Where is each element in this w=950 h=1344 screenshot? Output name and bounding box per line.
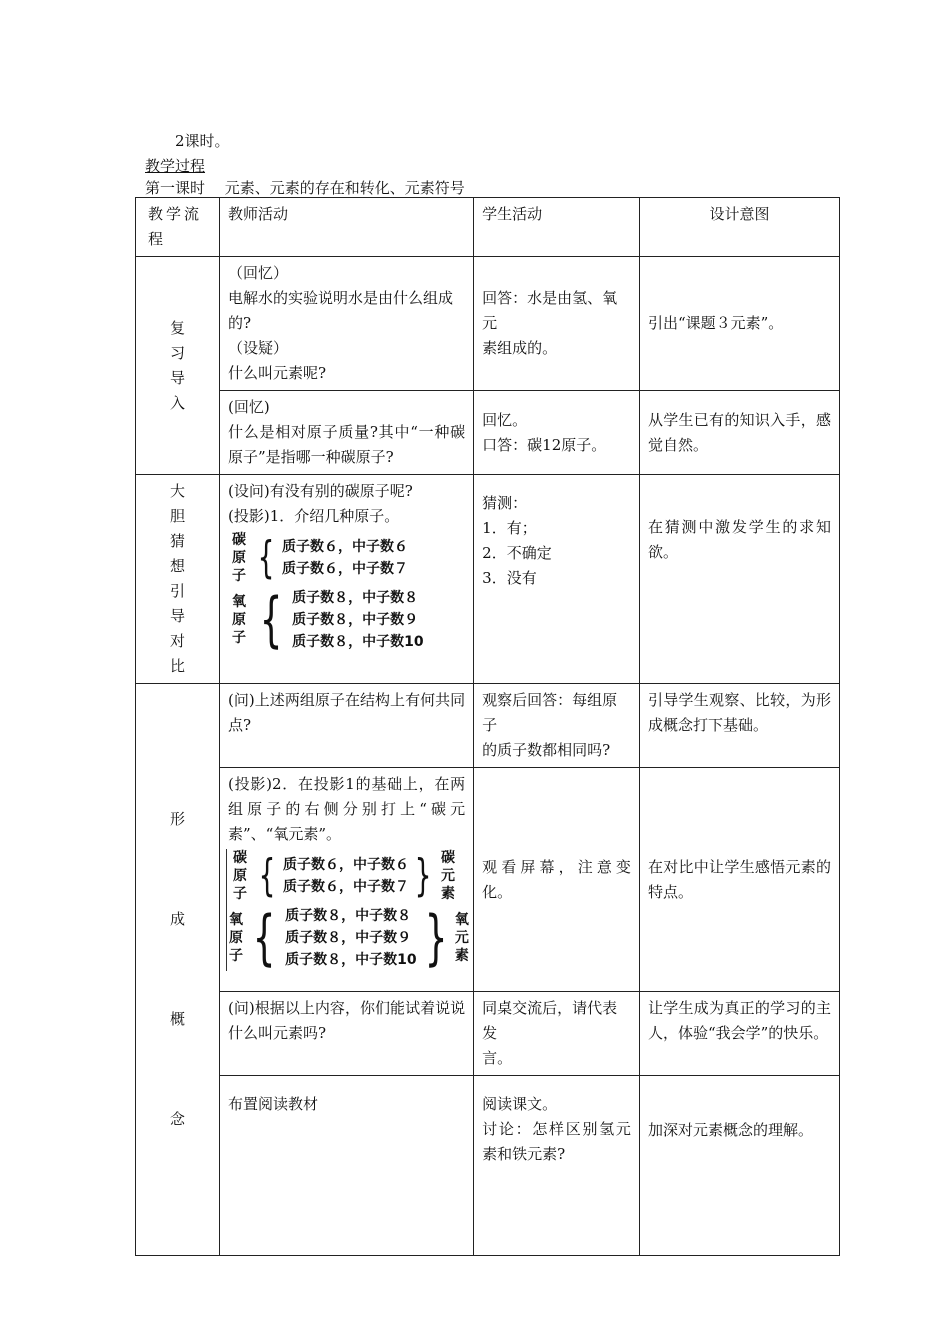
text-line: 让学生成为真正的学习的主人，体验“我会学”的快乐。 [647, 999, 831, 1042]
label-char: 元 [454, 930, 469, 946]
text-line: 观察后回答：每组原子 [482, 691, 618, 734]
stage-char: 形 [169, 810, 185, 828]
student-cell [474, 684, 640, 768]
text-line: (回忆) [227, 398, 270, 416]
stage-char: 导 [169, 607, 185, 625]
label-char: 氧 [454, 912, 469, 928]
design-cell [639, 257, 839, 391]
text-line: 的质子数都相同吗? [482, 741, 611, 759]
lesson-hours: 2课时。 [175, 132, 230, 150]
table-row [136, 684, 840, 768]
text-line: 言。 [482, 1049, 513, 1067]
design-cell [639, 1076, 839, 1256]
stage-char: 比 [169, 657, 185, 675]
carbon-group [229, 849, 465, 903]
atom-row: 质子数８，中子数９ [285, 930, 412, 946]
teacher-cell [219, 992, 473, 1076]
label-char: 原 [231, 550, 246, 566]
table-row [136, 475, 840, 684]
student-cell [474, 1076, 640, 1256]
first-lesson-title: 第一课时 元素、元素的存在和转化、元素符号 [145, 179, 465, 197]
atom-row: 质子数６，中子数７ [281, 561, 408, 577]
atom-row: 质子数８，中子数８ [292, 590, 419, 606]
text-line: 观看屏幕，注意变化。 [482, 857, 631, 901]
text-line: 电解水的实验说明水是由什么组成的? [227, 289, 453, 332]
atom-row: 质子数６，中子数６ [281, 539, 408, 555]
label-char: 子 [232, 886, 247, 902]
student-cell [474, 391, 640, 475]
label-char: 原 [231, 612, 246, 628]
oxygen-group [228, 587, 465, 653]
brace: { [252, 903, 276, 973]
text-line: 同桌交流后，请代表发 [482, 999, 618, 1042]
stage-guess [136, 475, 220, 684]
table-row [136, 391, 840, 475]
atom-row: 质子数６，中子数６ [282, 857, 409, 873]
text-line: (投影)2．在投影1的基础上，在两组原子的右侧分别打上“碳元素”、“氧元素”。 [227, 775, 466, 843]
teacher-cell [219, 1076, 473, 1256]
stage-char: 胆 [169, 507, 185, 525]
text-line: 猜测： [482, 494, 528, 512]
lesson-table [135, 197, 840, 1256]
table-row [136, 768, 840, 992]
stage-char: 成 [169, 910, 185, 928]
text-line: 在对比中让学生感悟元素的特点。 [647, 857, 831, 901]
brace: { [257, 532, 275, 583]
label-char: 原 [232, 868, 247, 884]
stage-char: 引 [169, 582, 185, 600]
atom-row: 质子数８，中子数８ [285, 908, 412, 924]
stage-char: 想 [169, 557, 185, 575]
brace: } [424, 903, 448, 973]
carbon-group [228, 531, 465, 585]
header-teacher: 教师活动 [219, 198, 473, 257]
label-char: 碳 [232, 850, 247, 866]
teacher-cell [219, 257, 473, 391]
text-line: 布置阅读教材 [227, 1095, 318, 1113]
brace: { [259, 585, 283, 655]
design-cell [639, 684, 839, 768]
text-line: （设疑） [227, 339, 288, 357]
label-char: 碳 [440, 850, 455, 866]
header-design: 设计意图 [639, 198, 839, 257]
teacher-cell [219, 391, 473, 475]
label-char: 碳 [231, 532, 246, 548]
text-line: （回忆） [227, 264, 288, 282]
text-line: (设问)有没有别的碳原子呢? [227, 482, 413, 500]
stage-char: 概 [169, 1010, 185, 1028]
text-line: 什么是相对原子质量?其中“一种碳原子”是指哪一种碳原子? [227, 423, 466, 466]
text-line: 阅读课文。 [482, 1095, 558, 1113]
design-cell [639, 391, 839, 475]
label-char: 氧 [228, 912, 243, 928]
label-char: 素 [440, 886, 455, 902]
text-line: 2．不确定 [482, 544, 552, 562]
student-cell [474, 475, 640, 684]
stage-review [136, 257, 220, 475]
table-row [136, 992, 840, 1076]
label-char: 元 [440, 868, 455, 884]
stage-char: 念 [169, 1110, 185, 1128]
text-line: 加深对元素概念的理解。 [647, 1121, 813, 1139]
table-row [136, 257, 840, 391]
student-cell [474, 992, 640, 1076]
table-row [136, 1076, 840, 1256]
stage-char: 对 [169, 632, 185, 650]
atom-row: 质子数８，中子数10 [285, 952, 417, 968]
section-title: 教学过程 [145, 157, 206, 175]
text-line: 什么叫元素呢? [227, 364, 327, 382]
atom-row: 质子数８，中子数10 [292, 634, 424, 650]
text-line: 3．没有 [482, 569, 537, 587]
text-line: 从学生已有的知识入手，感觉自然。 [647, 410, 831, 454]
text-line: 引出“课题３元素”。 [647, 314, 784, 332]
label-char: 子 [231, 630, 246, 646]
text-line: 在猜测中激发学生的求知欲。 [647, 518, 831, 561]
text-line: (问)上述两组原子在结构上有何共同点? [227, 691, 466, 734]
text-line: 素组成的。 [482, 339, 558, 357]
text-line: 回忆。 [482, 410, 528, 429]
label-char: 子 [231, 568, 246, 584]
label-char: 原 [228, 930, 243, 946]
header-flow: 教学流程 [136, 198, 220, 257]
stage-char: 大 [169, 482, 185, 500]
label-char: 子 [228, 948, 243, 964]
atom-diagram-1 [228, 531, 465, 653]
text-line: (投影)1．介绍几种原子。 [227, 507, 400, 525]
text-line: 1．有； [482, 519, 537, 537]
design-cell [639, 475, 839, 684]
stage-char: 入 [169, 393, 185, 412]
table-header-row [136, 198, 840, 257]
design-cell [639, 992, 839, 1076]
brace: } [414, 850, 432, 901]
text-line: 引导学生观察、比较，为形成概念打下基础。 [647, 691, 831, 734]
student-cell [474, 257, 640, 391]
stage-char: 猜 [169, 532, 185, 550]
teacher-cell [219, 768, 473, 992]
header-student: 学生活动 [474, 198, 640, 257]
stage-char: 复 [169, 318, 185, 337]
teacher-cell [219, 684, 473, 768]
brace: { [258, 850, 276, 901]
text-line: 口答：碳12原子。 [482, 435, 607, 454]
stage-char: 习 [169, 343, 185, 362]
teacher-cell [219, 475, 473, 684]
atom-diagram-2 [226, 849, 469, 973]
stage-char: 导 [169, 368, 185, 387]
atom-row: 质子数８，中子数９ [292, 612, 419, 628]
text-line: (问)根据以上内容，你们能试着说说什么叫元素吗? [227, 999, 466, 1042]
student-cell [474, 768, 640, 992]
text-line: 讨论：怎样区别氢元素和铁元素? [482, 1120, 631, 1163]
oxygen-group [228, 903, 469, 973]
text-line: 回答：水是由氢、氧元 [482, 289, 618, 332]
design-cell [639, 768, 839, 992]
label-char: 素 [454, 948, 469, 964]
atom-row: 质子数６，中子数７ [282, 879, 409, 895]
stage-concept [136, 684, 220, 1256]
label-char: 氧 [231, 594, 246, 610]
